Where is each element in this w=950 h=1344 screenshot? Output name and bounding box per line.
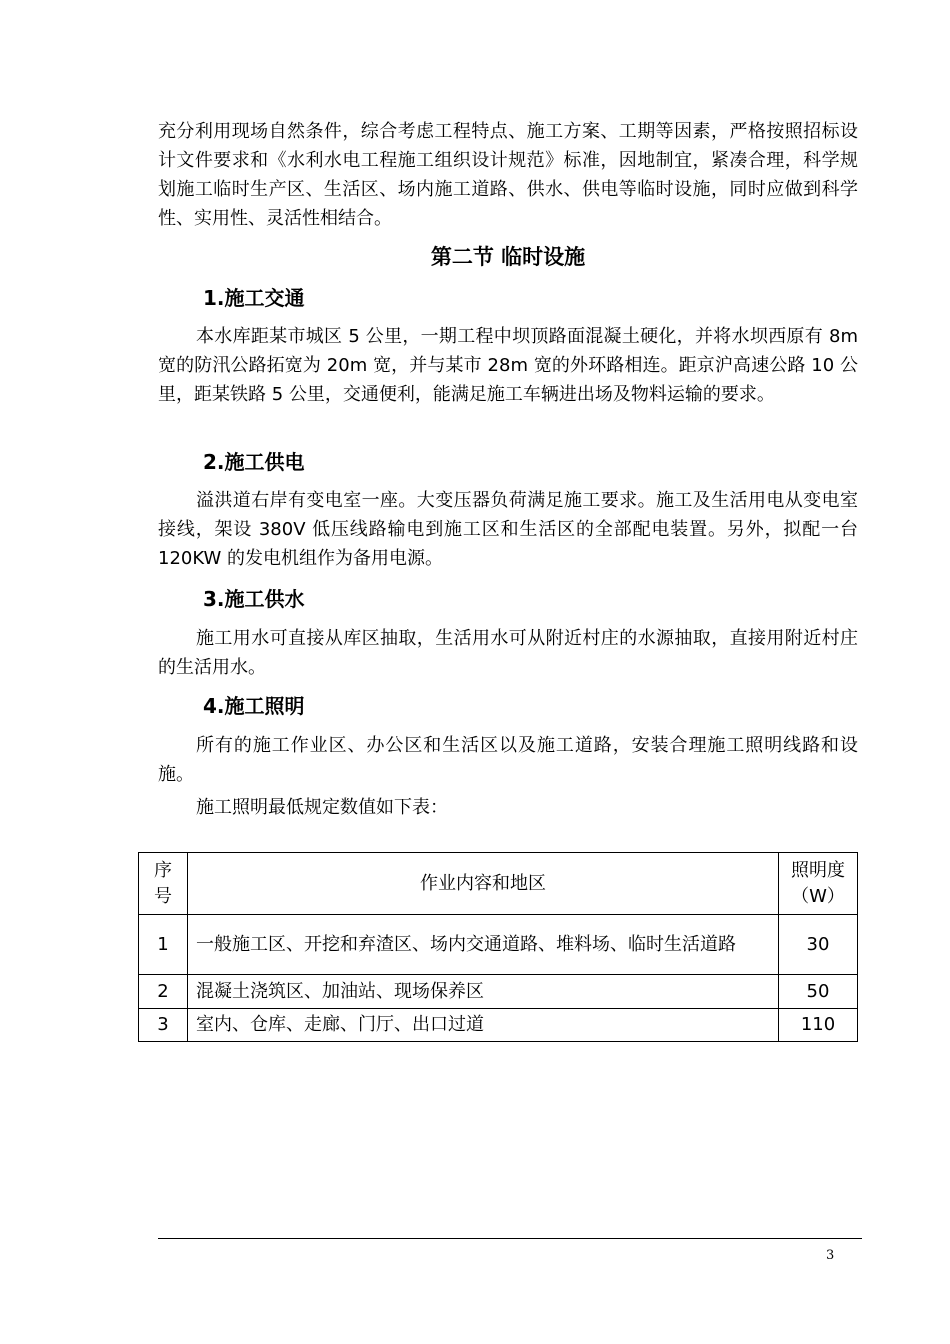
row-content: 室内、仓库、走廊、门厅、出口过道 (188, 1009, 779, 1042)
heading-power: 2.施工供电 (203, 450, 305, 474)
paragraph-lighting: 所有的施工作业区、办公区和生活区以及施工道路，安装合理施工照明线路和设施。 (158, 735, 858, 785)
section-title: 第二节 临时设施 (430, 245, 586, 269)
row-value: 50 (779, 975, 858, 1009)
paragraph-traffic: 本水库距某市城区 5 公里，一期工程中坝顶路面混凝土硬化，并将水坝西原有 8m 宽的防汛公路拓宽为 20m 宽，并与某市 28m 宽的外环路相连。距京沪高速公路 10 公里，距某铁路 5 公里，交通便利，能满足施工车辆进出场及物料运输的要求。 (158, 326, 858, 405)
row-no: 1 (139, 915, 188, 975)
table-intro: 施工照明最低规定数值如下表： (196, 797, 448, 818)
footer-divider (158, 1238, 862, 1239)
paragraph-water: 施工用水可直接从库区抽取，生活用水可从附近村庄的水源抽取，直接用附近村庄的生活用水。 (158, 628, 858, 678)
row-no: 2 (139, 975, 188, 1009)
row-value: 30 (779, 915, 858, 975)
heading-traffic: 1.施工交通 (203, 286, 305, 310)
lighting-table (138, 852, 858, 1042)
header-value: 照明度（W） (779, 853, 858, 915)
paragraph-power: 溢洪道右岸有变电室一座。大变压器负荷满足施工要求。施工及生活用电从变电室接线，架设 380V 低压线路输电到施工区和生活区的全部配电装置。另外，拟配一台 120KW 的发电机组作为备用电源。 (158, 490, 858, 569)
table-row (139, 975, 858, 1009)
table-header-row (139, 853, 858, 915)
table-row (139, 1009, 858, 1042)
heading-water: 3.施工供水 (203, 587, 305, 611)
row-no: 3 (139, 1009, 188, 1042)
row-content: 一般施工区、开挖和弃渣区、场内交通道路、堆料场、临时生活道路 (188, 915, 779, 975)
header-content: 作业内容和地区 (188, 853, 779, 915)
header-no: 序号 (139, 853, 188, 915)
intro-paragraph: 充分利用现场自然条件，综合考虑工程特点、施工方案、工期等因素，严格按照招标设计文件要求和《水利水电工程施工组织设计规范》标准，因地制宜，紧凑合理，科学规划施工临时生产区、生活区、场内施工道路、供水、供电等临时设施，同时应做到科学性、实用性、灵活性相结合。 (158, 121, 858, 229)
row-content: 混凝土浇筑区、加油站、现场保养区 (188, 975, 779, 1009)
heading-lighting: 4.施工照明 (203, 694, 305, 718)
table-row (139, 915, 858, 975)
page-number: 3 (826, 1248, 835, 1263)
row-value: 110 (779, 1009, 858, 1042)
